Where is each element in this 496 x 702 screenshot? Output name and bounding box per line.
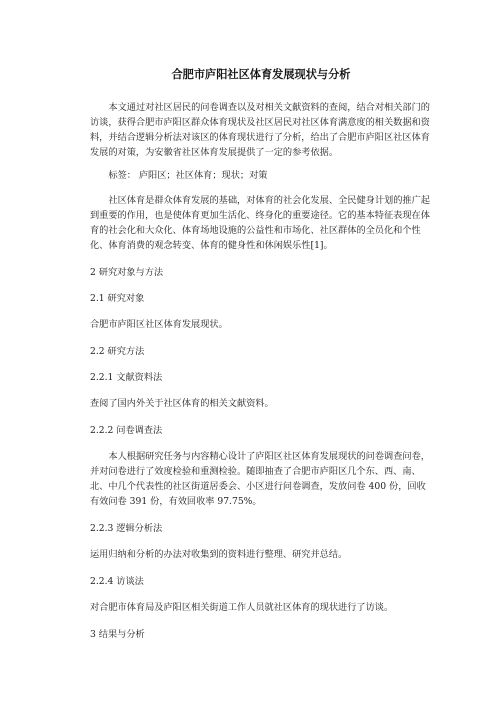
document-title: 合肥市庐阳社区体育发展现状与分析 bbox=[171, 68, 351, 81]
section-2-2-2-body: 本人根据研究任务与内容精心设计了庐阳区社区体育发展现状的问卷调查问卷，并对问卷进行了效度检验和重测检验。随即抽查了合肥市庐阳区几个东、西、南、北、中几个代表性的社区街道居委会、小区进行问卷调查，发放问卷 400 份，回收有效问卷 391 份，有效回收率 97.75%。 bbox=[90, 451, 430, 507]
section-2-1-body: 合肥市庐阳区社区体育发展现状。 bbox=[90, 319, 228, 330]
section-2-2-3-body: 运用归纳和分析的办法对收集到的资料进行整理、研究并总结。 bbox=[90, 549, 348, 560]
abstract-paragraph: 本文通过对社区居民的问卷调查以及对相关文献资料的查阅，结合对相关部门的访谈，获得合肥市庐阳区群众体育现状及社区居民对社区体育满意度的相关数据和资料，并结合逻辑分析法对该区的体育现状进行了分析，给出了合肥市庐阳区社区体育发展的对策，为安徽省社区体育发展提供了一定的参考依据。 bbox=[90, 102, 430, 158]
section-2-heading: 2 研究对象与方法 bbox=[90, 267, 164, 278]
section-2-2-4-body: 对合肥市体育局及庐阳区相关街道工作人员就社区体育的现状进行了访谈。 bbox=[90, 602, 394, 613]
section-2-1-heading: 2.1 研究对象 bbox=[90, 293, 145, 304]
section-2-2-2-heading: 2.2.2 问卷调查法 bbox=[90, 425, 163, 436]
section-2-2-3-heading: 2.2.3 逻辑分析法 bbox=[90, 523, 163, 534]
keywords-line: 标签： 庐阳区；社区体育；现状；对策 bbox=[108, 170, 268, 181]
intro-paragraph: 社区体育是群众体育发展的基础，对体育的社会化发展、全民健身计划的推广起到重要的作用，也是使体育更加生活化、终身化的重要途径。它的基本特征表现在体育的社会化和大众化、体育场地设施的公益性和市场化、社区群体的全员化和个性化、体育消费的观念转变、体育的健身性和休闲娱乐性[1]。 bbox=[90, 195, 430, 251]
section-3-heading: 3 结果与分析 bbox=[90, 629, 145, 640]
section-2-2-1-heading: 2.2.1 文献资料法 bbox=[90, 372, 163, 383]
section-2-2-1-body: 查阅了国内外关于社区体育的相关文献资料。 bbox=[90, 398, 274, 409]
section-2-2-heading: 2.2 研究方法 bbox=[90, 346, 145, 357]
section-2-2-4-heading: 2.2.4 访谈法 bbox=[90, 576, 144, 587]
